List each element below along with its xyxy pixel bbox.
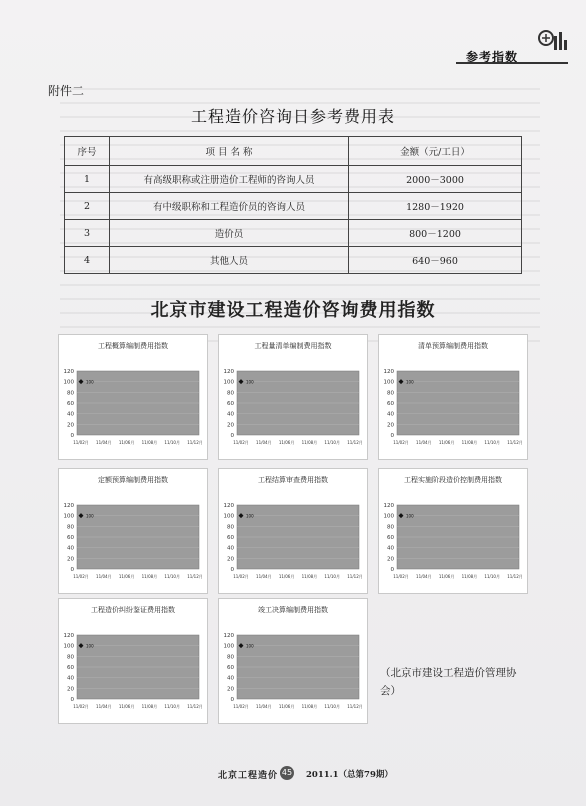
- y-tick-label: 120: [223, 503, 234, 509]
- x-tick-label: 11/10月: [484, 440, 500, 445]
- y-tick-label: 40: [67, 675, 74, 682]
- y-tick-label: 20: [67, 686, 74, 693]
- y-tick-label: 20: [227, 556, 234, 563]
- y-tick-label: 0: [70, 433, 74, 439]
- x-tick-label: 11/04月: [256, 574, 272, 579]
- data-label: 100: [86, 513, 94, 519]
- cell-amount: 640－960: [349, 247, 522, 274]
- y-tick-label: 80: [387, 524, 394, 531]
- y-tick-label: 0: [390, 433, 394, 439]
- y-tick-label: 40: [67, 545, 74, 552]
- y-tick-label: 60: [387, 401, 394, 407]
- y-tick-label: 60: [67, 401, 74, 407]
- x-tick-label: 11/08月: [461, 440, 478, 445]
- y-tick-label: 100: [63, 379, 74, 386]
- y-tick-label: 60: [67, 665, 74, 671]
- y-tick-label: 120: [383, 503, 394, 509]
- y-tick-label: 40: [227, 545, 234, 552]
- x-tick-label: 11/06月: [118, 440, 135, 445]
- x-tick-label: 11/12月: [507, 440, 523, 445]
- data-label: 100: [246, 513, 254, 519]
- table-header-row: [65, 137, 522, 166]
- chart-card: [58, 598, 208, 724]
- cell-item: 有高级职称或注册造价工程师的咨询人员: [110, 166, 349, 193]
- y-tick-label: 0: [70, 697, 74, 703]
- cell-amount: 2000－3000: [349, 166, 522, 193]
- y-tick-label: 20: [67, 556, 74, 563]
- chart-title: 工程概算编制费用指数: [98, 342, 168, 350]
- x-tick-label: 11/08月: [141, 704, 158, 709]
- x-tick-label: 11/08月: [461, 574, 478, 579]
- x-tick-label: 11/04月: [256, 704, 272, 709]
- table-row: [65, 220, 522, 247]
- y-tick-label: 60: [227, 401, 234, 407]
- y-tick-label: 100: [223, 513, 234, 520]
- document-title: 工程造价咨询日参考费用表: [190, 107, 395, 126]
- section-title: 北京市建设工程造价咨询费用指数: [150, 300, 436, 321]
- chart-title: 工程实施阶段造价控制费用指数: [404, 476, 502, 484]
- y-tick-label: 100: [223, 379, 234, 386]
- x-tick-label: 11/08月: [301, 704, 318, 709]
- fee-table: [64, 136, 522, 274]
- data-label: 100: [406, 379, 414, 385]
- x-tick-label: 11/02月: [233, 704, 249, 709]
- y-tick-label: 0: [230, 433, 234, 439]
- chart-svg: [379, 335, 527, 459]
- x-tick-label: 11/08月: [141, 440, 158, 445]
- table-row: [65, 166, 522, 193]
- x-tick-label: 11/02月: [393, 440, 409, 445]
- y-tick-label: 100: [63, 643, 74, 650]
- chart-svg: [219, 469, 367, 593]
- y-tick-label: 60: [227, 665, 234, 671]
- x-tick-label: 11/04月: [96, 704, 112, 709]
- header-cell-amount: 金额（元/工日）: [349, 137, 522, 166]
- y-tick-label: 0: [390, 567, 394, 573]
- x-tick-label: 11/12月: [347, 440, 363, 445]
- x-tick-label: 11/12月: [347, 574, 363, 579]
- y-tick-label: 120: [63, 503, 74, 509]
- y-tick-label: 40: [387, 545, 394, 552]
- cell-item: 造价员: [110, 220, 349, 247]
- x-tick-label: 11/06月: [278, 440, 295, 445]
- x-tick-label: 11/06月: [278, 704, 295, 709]
- x-tick-label: 11/10月: [324, 574, 340, 579]
- chart-title: 竣工决算编制费用指数: [258, 606, 328, 614]
- x-tick-label: 11/10月: [324, 440, 340, 445]
- chart-svg: [379, 469, 527, 593]
- x-tick-label: 11/12月: [187, 440, 203, 445]
- y-tick-label: 40: [227, 411, 234, 418]
- y-tick-label: 80: [67, 524, 74, 531]
- cell-item: 其他人员: [110, 247, 349, 274]
- cell-no: 1: [65, 166, 110, 193]
- chart-card: [378, 468, 528, 594]
- x-tick-label: 11/06月: [118, 704, 135, 709]
- y-tick-label: 40: [227, 675, 234, 682]
- x-tick-label: 11/06月: [118, 574, 135, 579]
- chart-card: [58, 334, 208, 460]
- chart-card: [378, 334, 528, 460]
- chart-svg: [59, 599, 207, 723]
- cell-no: 3: [65, 220, 110, 247]
- chart-card: [58, 468, 208, 594]
- table-row: [65, 193, 522, 220]
- x-tick-label: 11/06月: [438, 574, 455, 579]
- y-tick-label: 100: [223, 643, 234, 650]
- x-tick-label: 11/02月: [73, 574, 89, 579]
- issue-label: 2011.1（总第79期）: [306, 770, 393, 780]
- y-tick-label: 40: [387, 411, 394, 418]
- x-tick-label: 11/02月: [393, 574, 409, 579]
- y-tick-label: 20: [387, 422, 394, 429]
- x-tick-label: 11/08月: [301, 440, 318, 445]
- data-label: 100: [246, 643, 254, 649]
- header-cell-item: 项 目 名 称: [110, 137, 349, 166]
- x-tick-label: 11/02月: [73, 704, 89, 709]
- x-tick-label: 11/02月: [233, 440, 249, 445]
- chart-svg: [219, 599, 367, 723]
- y-tick-label: 80: [227, 524, 234, 531]
- chart-title: 工程造价纠纷鉴证费用指数: [91, 606, 175, 614]
- x-tick-label: 11/06月: [278, 574, 295, 579]
- x-tick-label: 11/12月: [507, 574, 523, 579]
- y-tick-label: 0: [70, 567, 74, 573]
- chart-title: 定额预算编制费用指数: [98, 476, 168, 484]
- cell-no: 2: [65, 193, 110, 220]
- x-tick-label: 11/04月: [416, 574, 432, 579]
- y-tick-label: 100: [63, 513, 74, 520]
- x-tick-label: 11/10月: [164, 574, 180, 579]
- x-tick-label: 11/02月: [73, 440, 89, 445]
- x-tick-label: 11/06月: [438, 440, 455, 445]
- chart-title: 清单预算编制费用指数: [418, 342, 488, 350]
- y-tick-label: 20: [67, 422, 74, 429]
- x-tick-label: 11/10月: [484, 574, 500, 579]
- x-tick-label: 11/12月: [187, 704, 203, 709]
- header-rule: [456, 62, 568, 64]
- x-tick-label: 11/04月: [416, 440, 432, 445]
- source-note: （北京市建设工程造价管理协会）: [380, 667, 517, 697]
- chart-svg: [219, 335, 367, 459]
- y-tick-label: 120: [63, 633, 74, 639]
- y-tick-label: 80: [227, 390, 234, 397]
- header-cell-no: 序号: [65, 137, 110, 166]
- y-tick-label: 40: [67, 411, 74, 418]
- chart-card: [218, 334, 368, 460]
- y-tick-label: 120: [63, 369, 74, 375]
- y-tick-label: 80: [387, 390, 394, 397]
- y-tick-label: 80: [227, 654, 234, 661]
- x-tick-label: 11/08月: [301, 574, 318, 579]
- y-tick-label: 20: [227, 422, 234, 429]
- y-tick-label: 0: [230, 697, 234, 703]
- footer: [0, 766, 586, 782]
- page-number: 45: [280, 766, 294, 780]
- chart-title: 工程结算审查费用指数: [258, 476, 328, 484]
- x-tick-label: 11/04月: [256, 440, 272, 445]
- x-tick-label: 11/10月: [164, 440, 180, 445]
- journal-name: 北京工程造价: [218, 771, 279, 781]
- y-tick-label: 100: [383, 513, 394, 520]
- cell-amount: 800－1200: [349, 220, 522, 247]
- section-label: 参考指数: [466, 50, 519, 64]
- chart-card: [218, 468, 368, 594]
- x-tick-label: 11/12月: [187, 574, 203, 579]
- y-tick-label: 120: [383, 369, 394, 375]
- x-tick-label: 11/08月: [141, 574, 158, 579]
- y-tick-label: 80: [67, 654, 74, 661]
- x-tick-label: 11/10月: [324, 704, 340, 709]
- y-tick-label: 100: [383, 379, 394, 386]
- attachment-label: 附件二: [48, 84, 85, 98]
- x-tick-label: 11/04月: [96, 574, 112, 579]
- y-tick-label: 60: [227, 535, 234, 541]
- journal-logo-icon: [536, 28, 568, 56]
- data-label: 100: [406, 513, 414, 519]
- cell-item: 有中级职称和工程造价员的咨询人员: [110, 193, 349, 220]
- chart-card: [218, 598, 368, 724]
- y-tick-label: 0: [230, 567, 234, 573]
- x-tick-label: 11/04月: [96, 440, 112, 445]
- chart-svg: [59, 335, 207, 459]
- y-tick-label: 60: [67, 535, 74, 541]
- y-tick-label: 80: [67, 390, 74, 397]
- y-tick-label: 20: [387, 556, 394, 563]
- x-tick-label: 11/10月: [164, 704, 180, 709]
- x-tick-label: 11/02月: [233, 574, 249, 579]
- data-label: 100: [86, 643, 94, 649]
- cell-amount: 1280－1920: [349, 193, 522, 220]
- cell-no: 4: [65, 247, 110, 274]
- y-tick-label: 120: [223, 633, 234, 639]
- y-tick-label: 60: [387, 535, 394, 541]
- chart-title: 工程量清单编制费用指数: [254, 342, 332, 350]
- y-tick-label: 20: [227, 686, 234, 693]
- data-label: 100: [246, 379, 254, 385]
- table-row: [65, 247, 522, 274]
- chart-svg: [59, 469, 207, 593]
- y-tick-label: 120: [223, 369, 234, 375]
- data-label: 100: [86, 379, 94, 385]
- x-tick-label: 11/12月: [347, 704, 363, 709]
